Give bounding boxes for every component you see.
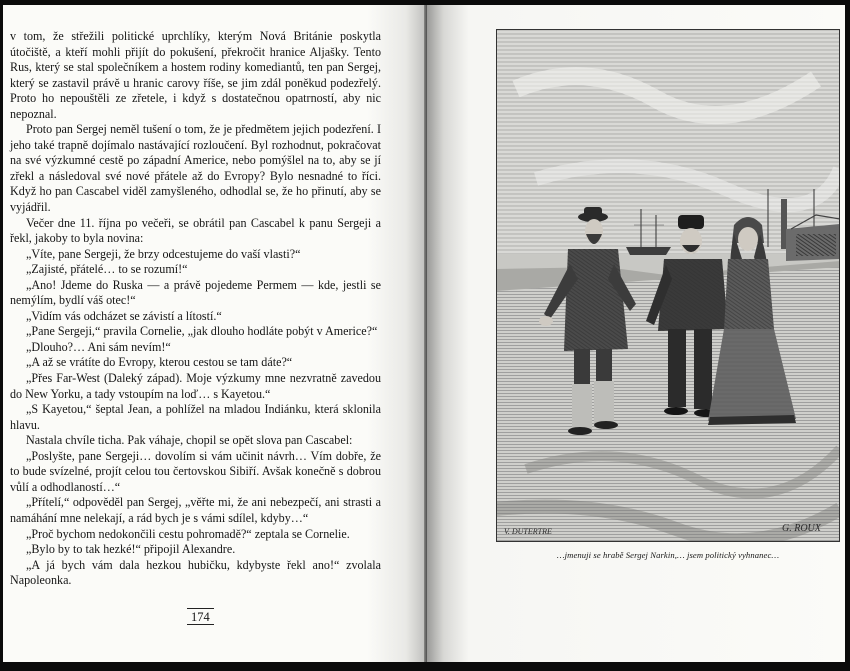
illustration-caption: …jmenuji se hrabě Sergej Narkin,… jsem politický vyhnanec… <box>556 550 780 560</box>
dialogue-line: „Dlouho?… Ani sám nevím!“ <box>26 339 171 354</box>
paragraph: Večer dne 11. října po večeři, se obrátil pan Cascabel k panu Sergeji a řekl, jakoby to byla novina: <box>10 215 381 246</box>
dialogue-line: „Bylo by to tak hezké!“ připojil Alexandre. <box>26 542 236 557</box>
dialogue-line: „Přítelí,“ odpověděl pan Sergej, „věřte mi, že ani nebezpečí, ani strasti a namáhání mne nelekají, a rád bych je s vámi sdílel, kdyby…“ <box>10 495 381 525</box>
engraving-illustration <box>496 29 840 542</box>
paragraph: Nastala chvíle ticha. Pak váhaje, chopil se opět slova pan Cascabel: <box>26 433 353 448</box>
artist-signature-right: G. ROUX <box>782 523 821 534</box>
dialogue-line: „A já bych vám dala hezkou hubičku, kdybyste řekl ano!“ zvolala Napoleonka. <box>10 557 381 588</box>
dialogue-line: „Zajisté, přátelé… to se rozumí!“ <box>26 262 188 277</box>
body-text <box>10 29 381 589</box>
dialogue-line: „Přes Far-West (Daleký západ). Moje výzkumy mne nezvratně zavedou do New Yorku, a tady vstoupím na loď… s Kayetou.“ <box>10 371 381 401</box>
dialogue-line: „Víte, pane Sergeji, že brzy odcestujeme do vaší vlasti?“ <box>26 246 301 261</box>
dialogue-line: „S Kayetou,“ šeptal Jean, a pohlížel na mladou Indiánku, která sklonila hlavu. <box>10 402 381 432</box>
paragraph: v tom, že střežili politické uprchlíky, kterým Nová Británie poskytla útočiště, a kteří mohli přijít do pokušení, překročit hranice Aljašky. Tento Rus, který se stal společníkem a hostem rodiny komediantů, ten pan Sergej, který se zastavil právě u hranic carovy říše, se jim zdál poněkud podezřelý. Proto ho nepouštěli ze zřetele, i když s dostatečnou opatrností, aby nic nepoznal. <box>10 29 381 121</box>
dialogue-line: „Vidím vás odcházet se závistí a lítostí.“ <box>26 308 222 323</box>
dialogue-line: „Poslyšte, pane Sergeji… dovolím si vám učinit návrh… Vím dobře, že to bude svízelné, projít celou tou čertovskou Sibiří. Avšak konečně s dobrou vůlí a odhodlaností…“ <box>10 448 381 494</box>
dialogue-line: „Ano! Jdeme do Ruska — a právě pojedeme Permem — kde, jestli se nemýlím, bydlí váš otec!“ <box>10 277 381 308</box>
artist-signature-left: V. DUTERTRE <box>504 527 552 536</box>
dialogue-line: „A až se vrátíte do Evropy, kterou cestou se tam dáte?“ <box>26 355 293 370</box>
dialogue-line: „Proč bychom nedokončili cestu pohromadě?“ zeptala se Cornelie. <box>26 526 350 541</box>
dialogue-line: „Pane Sergeji,“ pravila Cornelie, „jak dlouho hodláte pobýt v Americe?“ <box>26 324 378 339</box>
left-page <box>3 5 427 662</box>
paragraph: Proto pan Sergej neměl tušení o tom, že je předmětem jejich podezření. I jeho také trapně dojímalo nastávající rozloučení. Byl rozhodnut, pokračovat na své výzkumné cestě po západní Americe, nebo pomýšlel na to, aby se jí zřekl a následoval své nové přátele až do Evropy? Bylo nesnadné to říci. Když ho pan Cascabel viděl zamyšleného, odhodlal se, že ho přinutí, aby se vyjádřil. <box>10 122 381 215</box>
page-number: 174 <box>187 608 214 625</box>
